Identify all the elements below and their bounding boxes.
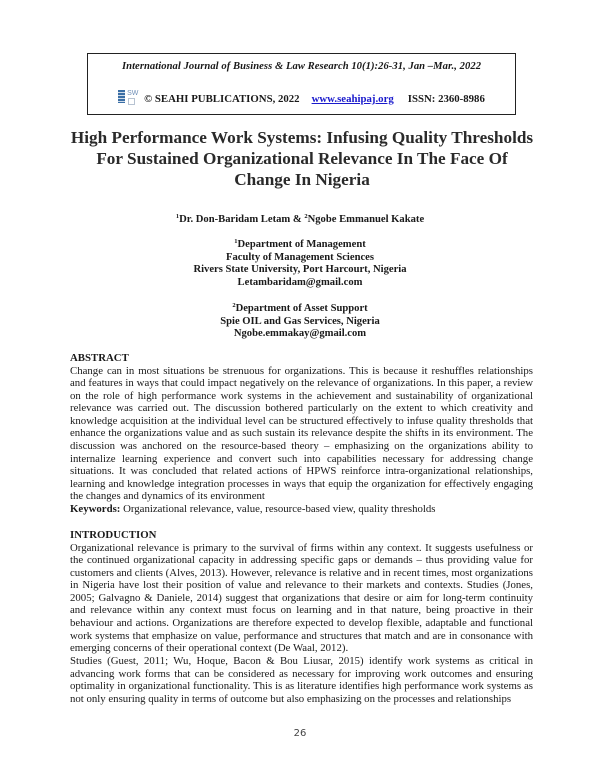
introduction-heading: INTRODUCTION — [70, 529, 157, 541]
issn: ISSN: 2360-8986 — [407, 93, 485, 105]
keywords-line — [70, 503, 540, 516]
affiliation1-email: Letambaridam@gmail.com — [237, 276, 363, 288]
keywords-text: Organizational relevance, value, resource-based view, quality thresholds — [120, 503, 436, 515]
page-number: 26 — [293, 728, 307, 739]
journal-citation: International Journal of Business & Law Research 10(1):26-31, Jan –Mar., 2022 — [121, 61, 482, 72]
author2-superscript: 2 — [304, 213, 308, 220]
seahi-logo-icon: SW — [118, 90, 138, 104]
affiliation2-superscript: 2 — [232, 302, 236, 309]
author2-name: Ngobe Emmanuel Kakate — [307, 214, 425, 225]
publisher-copyright: © SEAHI PUBLICATIONS, 2022 — [144, 93, 300, 105]
publisher-line — [88, 90, 515, 105]
affiliation-1 — [60, 239, 540, 289]
abstract-heading: ABSTRACT — [70, 352, 129, 364]
paper-title: High Performance Work Systems: Infusing Quality Thresholds For Sustained Organizational Relevance In The Face Of Change In Nigeria — [70, 128, 534, 189]
keywords-label: Keywords: — [70, 503, 121, 515]
affiliation1-university: Rivers State University, Port Harcourt, Nigeria — [193, 264, 407, 276]
affiliation2-department: Department of Asset Support — [235, 303, 368, 314]
journal-header-box — [87, 53, 516, 115]
abstract-text: Change can in most situations be strenuous for organizations. This is because it reshuffles relationships and features in ways that could impact negatively on the relevance of organizations. In this paper, a review on the role of high performance work systems in the achievement and sustainability of organizational relevance was carried out. The discussion bothered particularly on the extent to which creativity and knowledge acquisition at the individual level can be structured effectively to infuse quality thresholds that enhance the organizations value and as such sustain its relevance despite the shifts in its environment. The discussion was anchored on the resource-based theory – emphasizing on the organizations ability to internalize learning experience and convert such into capabilities necessary for addressing change situations. It was concluded that related actions of HPWS reinforce intra-organizational relationships, learning and knowledge integration processes in ways that equip the organization for effectively engaging the changes and dynamics of its environment — [70, 364, 533, 503]
affiliation2-email: Ngobe.emmakay@gmail.com — [233, 328, 367, 340]
affiliation1-faculty: Faculty of Management Sciences — [226, 251, 374, 263]
publisher-website-link[interactable]: www.seahipaj.org — [311, 93, 394, 105]
affiliation1-department: Department of Management — [237, 239, 366, 250]
affiliation-2 — [60, 303, 540, 341]
introduction-paragraph-2: Studies (Guest, 2011; Wu, Hoque, Bacon & Bou Liusar, 2015) identify work systems as critical in advancing work forms that can be considered as necessary for improving work outcomes and ensuring optimality in organizational functionality. This is as literature identifies high performance work systems as not only ensuring quality in terms of outcome but also emphasizing on the processes and relationships — [70, 655, 533, 705]
affiliation1-superscript: 1 — [234, 238, 238, 245]
author1-name: Dr. Don-Baridam Letam & — [179, 214, 305, 225]
affiliation2-company: Spie OIL and Gas Services, Nigeria — [220, 315, 380, 327]
author1-superscript: 1 — [175, 213, 180, 220]
author-line — [60, 214, 540, 227]
introduction-paragraph-1: Organizational relevance is primary to the survival of firms within any context. It suggests usefulness or the continued organizational capacity in addressing specific gaps or demands – thus providing value for customers and clients (Alves, 2013). However, relevance is relative and in recent times, most organizations in Nigeria have lost their position of value and relevance to their markets and contexts. Studies (Jones, 2005; Galvagno & Daniele, 2014) suggest that organizations that desire or aim for long-term continuity and relevance within any context must focus on learning and in that nature, being proactive in their behaviour and actions. Organizations are therefore expected to develop flexible, adaptable and functional work systems that emphasize on value, performance and structures that match and are in consonance with emerging concerns of their operational context (De Waal, 2012). — [70, 541, 533, 655]
